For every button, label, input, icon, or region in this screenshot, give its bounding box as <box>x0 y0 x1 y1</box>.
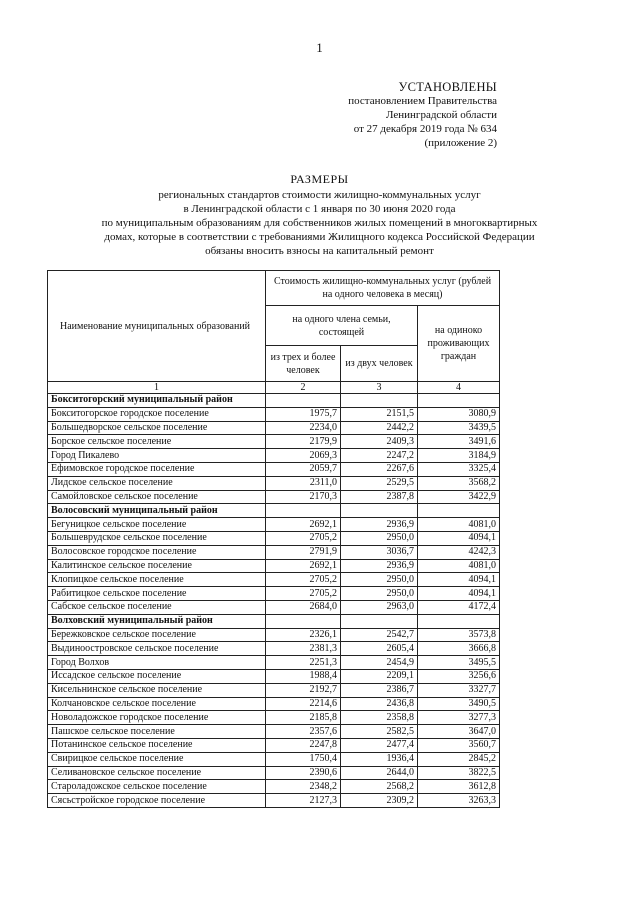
single-resident-value: 3325,4 <box>418 462 500 476</box>
heading-line: домах, которые в соответствии с требованиями Жилищного кодекса Российской Федерации <box>104 231 535 243</box>
heading-line: обязаны вносить взносы на капитальный ремонт <box>205 245 434 257</box>
two-persons-value: 2936,9 <box>341 518 418 532</box>
single-resident-value: 4094,1 <box>418 587 500 601</box>
two-persons-value: 2568,2 <box>341 780 418 794</box>
single-resident-value: 3080,9 <box>418 407 500 421</box>
municipality-cell: Иссадское сельское поселение <box>48 669 266 683</box>
single-resident-value: 4081,0 <box>418 559 500 573</box>
two-persons-value: 1936,4 <box>341 752 418 766</box>
municipality-cell: Ефимовское городское поселение <box>48 462 266 476</box>
approval-block <box>348 80 497 150</box>
three-or-more-value: 2381,3 <box>266 642 341 656</box>
municipality-cell: Бокситогорский муниципальный район <box>48 394 266 408</box>
table-row <box>48 642 500 656</box>
two-persons-value: 2309,2 <box>341 794 418 808</box>
single-resident-value: 4081,0 <box>418 518 500 532</box>
single-resident-value: 3568,2 <box>418 476 500 490</box>
municipality-cell: Сясьстройское городское поселение <box>48 794 266 808</box>
municipality-cell: Кисельнинское сельское поселение <box>48 683 266 697</box>
single-resident-value: 3573,8 <box>418 628 500 642</box>
table-row <box>48 421 500 435</box>
single-resident-value: 4172,4 <box>418 600 500 614</box>
two-persons-value: 2950,0 <box>341 573 418 587</box>
municipality-cell: Волосовский муниципальный район <box>48 504 266 518</box>
three-or-more-value <box>266 394 341 408</box>
header-single-residents: на одиноко проживающих граждан <box>418 306 500 382</box>
three-or-more-value: 1975,7 <box>266 407 341 421</box>
municipality-cell: Новоладожское городское поселение <box>48 711 266 725</box>
table-row <box>48 573 500 587</box>
two-persons-value: 2963,0 <box>341 600 418 614</box>
municipality-cell: Волховский муниципальный район <box>48 614 266 628</box>
two-persons-value <box>341 614 418 628</box>
single-resident-value: 3439,5 <box>418 421 500 435</box>
two-persons-value: 3036,7 <box>341 545 418 559</box>
two-persons-value: 2442,2 <box>341 421 418 435</box>
municipality-cell: Калитинское сельское поселение <box>48 559 266 573</box>
three-or-more-value: 2348,2 <box>266 780 341 794</box>
three-or-more-value: 2684,0 <box>266 600 341 614</box>
two-persons-value: 2529,5 <box>341 476 418 490</box>
single-resident-value: 3612,8 <box>418 780 500 794</box>
table-row <box>48 697 500 711</box>
municipality-cell: Колчановское сельское поселение <box>48 697 266 711</box>
table-row <box>48 738 500 752</box>
table-row <box>48 545 500 559</box>
table-row <box>48 600 500 614</box>
three-or-more-value: 2692,1 <box>266 518 341 532</box>
approval-line: постановлением Правительства <box>348 95 497 107</box>
three-or-more-value: 2251,3 <box>266 656 341 670</box>
two-persons-value: 2409,3 <box>341 435 418 449</box>
two-persons-value: 2950,0 <box>341 587 418 601</box>
table-row <box>48 518 500 532</box>
municipality-cell: Селивановское сельское поселение <box>48 766 266 780</box>
table-body <box>48 394 500 808</box>
header-two-persons: из двух человек <box>341 346 418 382</box>
heading-line: по муниципальным образованиям для собственников жилых помещений в многоквартирных <box>101 217 538 229</box>
header-three-or-more: из трех и более человек <box>266 346 341 382</box>
three-or-more-value: 2214,6 <box>266 697 341 711</box>
single-resident-value <box>418 504 500 518</box>
three-or-more-value: 2247,8 <box>266 738 341 752</box>
table-row <box>48 449 500 463</box>
approval-line: Ленинградской области <box>386 109 497 121</box>
two-persons-value: 2386,7 <box>341 683 418 697</box>
three-or-more-value: 2170,3 <box>266 490 341 504</box>
two-persons-value: 2358,8 <box>341 711 418 725</box>
municipality-cell: Потанинское сельское поселение <box>48 738 266 752</box>
three-or-more-value: 2705,2 <box>266 531 341 545</box>
table-row <box>48 683 500 697</box>
standards-table <box>47 270 500 808</box>
region-row <box>48 614 500 628</box>
column-number: 3 <box>341 382 418 394</box>
table-row <box>48 656 500 670</box>
table-row <box>48 711 500 725</box>
table-row <box>48 628 500 642</box>
two-persons-value: 2387,8 <box>341 490 418 504</box>
three-or-more-value: 2192,7 <box>266 683 341 697</box>
document-heading <box>0 172 639 258</box>
table-row <box>48 587 500 601</box>
three-or-more-value: 2692,1 <box>266 559 341 573</box>
heading-line: в Ленинградской области с 1 января по 30 июня 2020 года <box>183 203 456 215</box>
table-row <box>48 669 500 683</box>
three-or-more-value: 2326,1 <box>266 628 341 642</box>
column-number: 1 <box>48 382 266 394</box>
municipality-cell: Большедворское сельское поселение <box>48 421 266 435</box>
two-persons-value: 2542,7 <box>341 628 418 642</box>
municipality-cell: Бокситогорское городское поселение <box>48 407 266 421</box>
three-or-more-value <box>266 504 341 518</box>
column-number: 2 <box>266 382 341 394</box>
municipality-cell: Большеврудское сельское поселение <box>48 531 266 545</box>
two-persons-value: 2436,8 <box>341 697 418 711</box>
three-or-more-value: 2234,0 <box>266 421 341 435</box>
single-resident-value: 3491,6 <box>418 435 500 449</box>
two-persons-value: 2209,1 <box>341 669 418 683</box>
municipality-cell: Бережковское сельское поселение <box>48 628 266 642</box>
table-row <box>48 766 500 780</box>
two-persons-value: 2247,2 <box>341 449 418 463</box>
table-row <box>48 752 500 766</box>
three-or-more-value <box>266 614 341 628</box>
two-persons-value <box>341 504 418 518</box>
three-or-more-value: 2069,3 <box>266 449 341 463</box>
three-or-more-value: 2357,6 <box>266 725 341 739</box>
document-title: РАЗМЕРЫ <box>290 172 349 186</box>
table-row <box>48 407 500 421</box>
municipality-cell: Пашское сельское поселение <box>48 725 266 739</box>
municipality-cell: Староладожское сельское поселение <box>48 780 266 794</box>
single-resident-value: 3560,7 <box>418 738 500 752</box>
heading-line: региональных стандартов стоимости жилищно-коммунальных услуг <box>158 189 481 201</box>
municipality-cell: Город Волхов <box>48 656 266 670</box>
single-resident-value: 4242,3 <box>418 545 500 559</box>
municipality-cell: Сабское сельское поселение <box>48 600 266 614</box>
three-or-more-value: 2705,2 <box>266 587 341 601</box>
table-row <box>48 462 500 476</box>
three-or-more-value: 2705,2 <box>266 573 341 587</box>
single-resident-value: 3256,6 <box>418 669 500 683</box>
single-resident-value: 4094,1 <box>418 531 500 545</box>
table-row <box>48 435 500 449</box>
two-persons-value: 2267,6 <box>341 462 418 476</box>
two-persons-value <box>341 394 418 408</box>
header-cost: Стоимость жилищно-коммунальных услуг (рублей на одного человека в месяц) <box>266 271 500 306</box>
municipality-cell: Свирицкое сельское поселение <box>48 752 266 766</box>
three-or-more-value: 2127,3 <box>266 794 341 808</box>
municipality-cell: Бегуницкое сельское поселение <box>48 518 266 532</box>
three-or-more-value: 2311,0 <box>266 476 341 490</box>
single-resident-value: 3822,5 <box>418 766 500 780</box>
single-resident-value: 3184,9 <box>418 449 500 463</box>
three-or-more-value: 2059,7 <box>266 462 341 476</box>
two-persons-value: 2582,5 <box>341 725 418 739</box>
single-resident-value: 2845,2 <box>418 752 500 766</box>
two-persons-value: 2950,0 <box>341 531 418 545</box>
three-or-more-value: 2791,9 <box>266 545 341 559</box>
region-row <box>48 394 500 408</box>
three-or-more-value: 2390,6 <box>266 766 341 780</box>
two-persons-value: 2151,5 <box>341 407 418 421</box>
municipality-cell: Борское сельское поселение <box>48 435 266 449</box>
single-resident-value: 3490,5 <box>418 697 500 711</box>
single-resident-value: 3327,7 <box>418 683 500 697</box>
municipality-cell: Клопицкое сельское поселение <box>48 573 266 587</box>
table-row <box>48 531 500 545</box>
three-or-more-value: 2179,9 <box>266 435 341 449</box>
table-row <box>48 490 500 504</box>
region-row <box>48 504 500 518</box>
single-resident-value: 3422,9 <box>418 490 500 504</box>
municipality-cell: Выдиноостровское сельское поселение <box>48 642 266 656</box>
single-resident-value: 3666,8 <box>418 642 500 656</box>
single-resident-value: 3263,3 <box>418 794 500 808</box>
single-resident-value: 3495,5 <box>418 656 500 670</box>
municipality-cell: Рабитицкое сельское поселение <box>48 587 266 601</box>
header-per-family-member: на одного члена семьи, состоящей <box>266 306 418 346</box>
table-row <box>48 780 500 794</box>
table-row <box>48 794 500 808</box>
single-resident-value: 3277,3 <box>418 711 500 725</box>
approval-line: от 27 декабря 2019 года № 634 <box>353 123 497 135</box>
header-municipality: Наименование муниципальных образований <box>48 271 266 382</box>
municipality-cell: Волосовское городское поселение <box>48 545 266 559</box>
municipality-cell: Лидское сельское поселение <box>48 476 266 490</box>
two-persons-value: 2477,4 <box>341 738 418 752</box>
single-resident-value <box>418 614 500 628</box>
municipality-cell: Самойловское сельское поселение <box>48 490 266 504</box>
two-persons-value: 2936,9 <box>341 559 418 573</box>
column-number: 4 <box>418 382 500 394</box>
table-row <box>48 476 500 490</box>
three-or-more-value: 2185,8 <box>266 711 341 725</box>
table-row <box>48 559 500 573</box>
approval-line: (приложение 2) <box>424 137 497 149</box>
three-or-more-value: 1750,4 <box>266 752 341 766</box>
two-persons-value: 2644,0 <box>341 766 418 780</box>
table-row <box>48 725 500 739</box>
page-number: 1 <box>316 40 323 55</box>
approval-title: УСТАНОВЛЕНЫ <box>398 80 497 94</box>
single-resident-value: 4094,1 <box>418 573 500 587</box>
three-or-more-value: 1988,4 <box>266 669 341 683</box>
single-resident-value <box>418 394 500 408</box>
single-resident-value: 3647,0 <box>418 725 500 739</box>
two-persons-value: 2605,4 <box>341 642 418 656</box>
municipality-cell: Город Пикалево <box>48 449 266 463</box>
two-persons-value: 2454,9 <box>341 656 418 670</box>
